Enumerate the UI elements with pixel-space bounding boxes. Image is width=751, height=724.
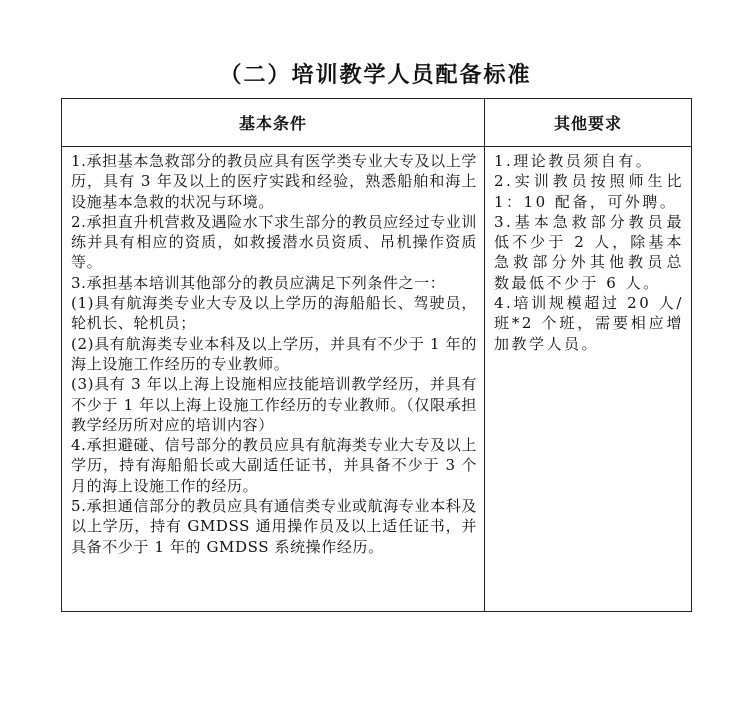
condition-item: 5.承担通信部分的教员应具有通信类专业或航海专业本科及以上学历，持有 GMDSS 通用操作员及以上适任证书，并具备不少于 1 年的 GMDSS 系统操作经历。 [71, 497, 477, 556]
staffing-standards-table [61, 98, 692, 612]
requirement-item: 2.实训教员按照师生比 1：10 配备，可外聘。 [494, 172, 684, 211]
section-title: （二）培训教学人员配备标准 [219, 63, 532, 88]
requirement-item: 1.理论教员须自有。 [494, 152, 654, 170]
requirement-item: 3.基本急救部分教员最低不少于 2 人，除基本急救部分外其他教员总数最低不少于 6 人。 [494, 212, 684, 292]
table-row [62, 147, 692, 612]
header-other-requirements: 其他要求 [485, 99, 692, 147]
table-header-row [62, 99, 692, 147]
header-basic-conditions: 基本条件 [62, 99, 485, 147]
basic-conditions-cell [62, 147, 485, 612]
condition-item: 1.承担基本急救部分的教员应具有医学类专业大专及以上学历，具有 3 年及以上的医疗实践和经验，熟悉船舶和海上设施基本急救的状况与环境。 [71, 152, 477, 211]
condition-item: (3)具有 3 年以上海上设施相应技能培训教学经历，并具有不少于 1 年以上海上设施工作经历的专业教师。（仅限承担教学经历所对应的培训内容） [71, 375, 477, 434]
requirement-item: 4.培训规模超过 20 人/班*2 个班，需要相应增加教学人员。 [494, 294, 684, 353]
condition-item: (1)具有航海类专业大专及以上学历的海船船长、驾驶员，轮机长、轮机员； [71, 294, 477, 333]
condition-item: 2.承担直升机营救及遇险水下求生部分的教员应经过专业训练并具有相应的资质，如救援潜水员资质、吊机操作资质等。 [71, 212, 477, 272]
other-requirements-cell [485, 147, 692, 612]
condition-item: 4.承担避碰、信号部分的教员应具有航海类专业大专及以上学历，持有海船船长或大副适任证书，并具备不少于 3 个月的海上设施工作的经历。 [71, 436, 477, 495]
condition-item: 3.承担基本培训其他部分的教员应满足下列条件之一： [71, 273, 446, 292]
condition-item: (2)具有航海类专业本科及以上学历，并具有不少于 1 年的海上设施工作经历的专业教师。 [71, 334, 477, 373]
